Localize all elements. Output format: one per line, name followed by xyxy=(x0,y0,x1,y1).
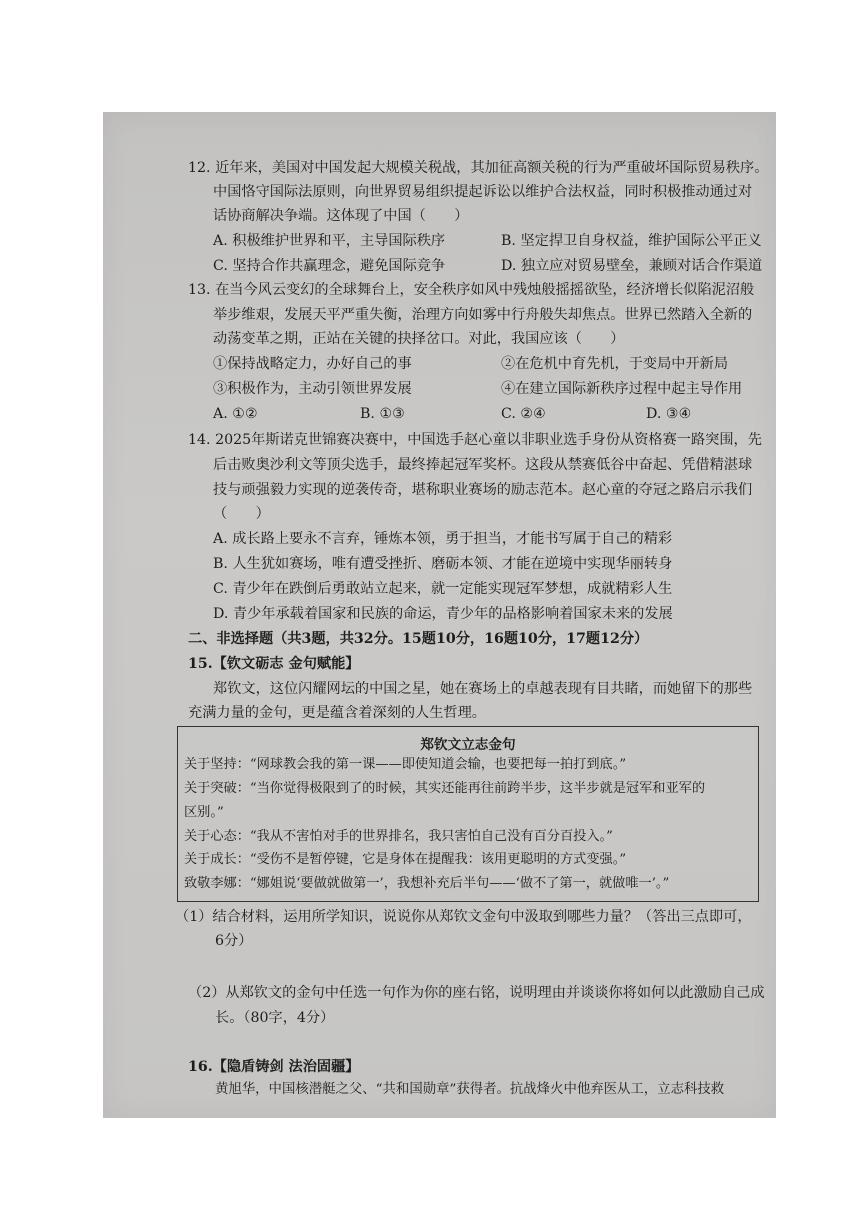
q15-sub2-line-1: （2）从郑钦文的金句中任选一句作为你的座右铭，说明理由并谈谈你将如何以此激励自己成 xyxy=(188,985,765,1001)
q12-stem-line-2: 中国恪守国际法原则，向世界贸易组织提起诉讼以维护合法权益，同时积极推动通过对 xyxy=(213,184,753,200)
quote-breakthrough-cont: 区别。” xyxy=(184,805,224,820)
q13-option-c: C. ②④ xyxy=(501,406,546,422)
q12-stem-line-1: 12. 近年来，美国对中国发起大规模关税战，其加征高额关税的行为严重破坏国际贸易秩序。 xyxy=(188,160,769,176)
q14-option-b: B. 人生犹如赛场，唯有遭受挫折、磨砺本领、才能在逆境中实现华丽转身 xyxy=(213,556,673,572)
q14-option-a: A. 成长路上要永不言弃，锤炼本领，勇于担当，才能书写属于自己的精彩 xyxy=(213,531,673,547)
quote-growth: 关于成长：“受伤不是暂停键，它是身体在提醒我：该用更聪明的方式变强。” xyxy=(184,852,627,867)
exam-page xyxy=(103,112,776,1118)
q15-sub1-line-1: （1）结合材料，运用所学知识，说说你从郑钦文金句中汲取到哪些力量？（答出三点即可， xyxy=(175,909,752,925)
q13-item-3: ③积极作为，主动引领世界发展 xyxy=(213,381,412,397)
q12-stem-line-3: 话协商解决争端。这体现了中国（ ） xyxy=(213,208,469,224)
quotes-box-title: 郑钦文立志金句 xyxy=(420,737,516,753)
q13-item-1: ①保持战略定力，办好自己的事 xyxy=(213,356,412,372)
quote-mindset: 关于心态：“我从不害怕对手的世界排名，我只害怕自己没有百分百投入。” xyxy=(184,829,613,844)
q13-option-a: A. ①② xyxy=(213,406,258,422)
q15-intro-line-2: 充满力量的金句，更是蕴含着深刻的人生哲理。 xyxy=(188,705,486,721)
q14-stem-line-1: 14. 2025年斯诺克世锦赛决赛中，中国选手赵心童以非职业选手身份从资格赛一路突围，先 xyxy=(188,432,762,448)
q13-item-2: ②在危机中育先机，于变局中开新局 xyxy=(501,356,729,372)
q13-item-4: ④在建立国际新秩序过程中起主导作用 xyxy=(501,381,743,397)
q12-option-b: B. 坚定捍卫自身权益，维护国际公平正义 xyxy=(501,233,762,249)
quote-tribute: 致敬李娜：“娜姐说‘要做就做第一’，我想补充后半句——‘做不了第一，就做唯一’。” xyxy=(184,876,670,891)
q14-stem-line-4: （ ） xyxy=(213,506,270,522)
q14-stem-line-3: 技与顽强毅力实现的逆袭传奇，堪称职业赛场的励志范本。赵心童的夺冠之路启示我们 xyxy=(213,482,753,498)
section-2-heading: 二、非选择题（共3题，共32分。15题10分，16题10分，17题12分） xyxy=(188,631,649,647)
q13-option-b: B. ①③ xyxy=(360,406,405,422)
q14-stem-line-2: 后击败奥沙利文等顶尖选手，最终捧起冠军奖杯。这段从禁赛低谷中奋起、凭借精湛球 xyxy=(213,457,753,473)
q13-stem-line-2: 举步维艰，发展天平严重失衡，治理方向如雾中行舟般失却焦点。世界已然踏入全新的 xyxy=(213,307,753,323)
q16-title: 16.【隐盾铸剑 法治固疆】 xyxy=(188,1059,360,1075)
q15-title: 15.【钦文砺志 金句赋能】 xyxy=(188,656,360,672)
q13-stem-line-1: 13. 在当今风云变幻的全球舞台上，安全秩序如风中残烛般摇摇欲坠，经济增长似陷泥沼般 xyxy=(188,282,755,298)
q15-sub1-line-2: 6分） xyxy=(215,933,253,949)
q15-intro-line-1: 郑钦文，这位闪耀网坛的中国之星，她在赛场上的卓越表现有目共睹，而她留下的那些 xyxy=(213,681,753,697)
q12-option-a: A. 积极维护世界和平，主导国际秩序 xyxy=(213,233,446,249)
q13-stem-line-3: 动荡变革之期，正站在关键的抉择岔口。对此，我国应该（ ） xyxy=(213,331,625,347)
q13-option-d: D. ③④ xyxy=(646,406,692,422)
q15-sub2-line-2: 长。（80字，4分） xyxy=(215,1010,335,1026)
quote-persistence: 关于坚持：“网球教会我的第一课——即使知道会输，也要把每一拍打到底。” xyxy=(184,757,627,772)
q12-option-c: C. 坚持合作共赢理念，避免国际竞争 xyxy=(213,258,446,274)
quotes-box xyxy=(177,726,759,902)
q12-option-d: D. 独立应对贸易壁垒，兼顾对话合作渠道 xyxy=(501,258,763,274)
q16-intro: 黄旭华，中国核潜艇之父、“共和国勋章”获得者。抗战烽火中他弃医从工，立志科技救 xyxy=(215,1082,725,1097)
q14-option-d: D. 青少年承载着国家和民族的命运，青少年的品格影响着国家未来的发展 xyxy=(213,606,673,622)
q14-option-c: C. 青少年在跌倒后勇敢站立起来，就一定能实现冠军梦想，成就精彩人生 xyxy=(213,581,673,597)
quote-breakthrough: 关于突破：“当你觉得极限到了的时候，其实还能再往前跨半步，这半步就是冠军和亚军的 xyxy=(184,781,706,796)
